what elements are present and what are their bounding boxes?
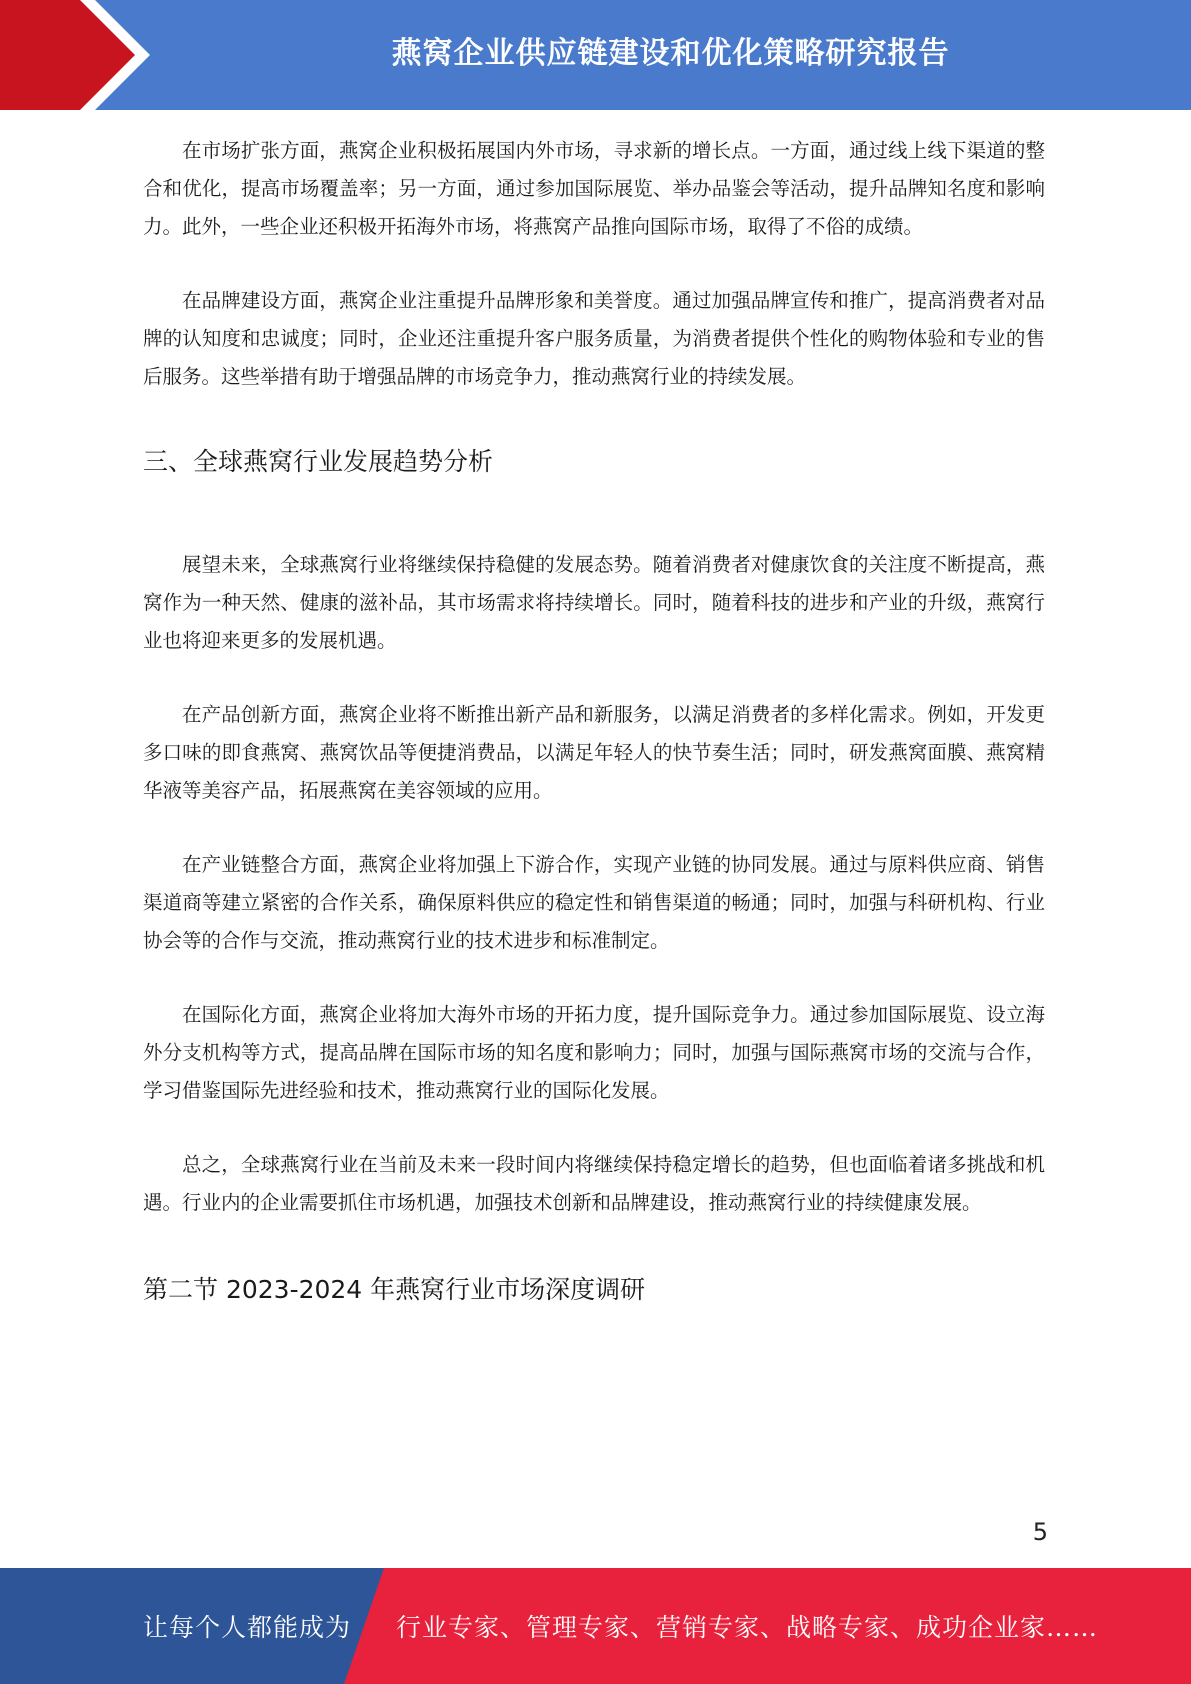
footer-slogan-left: 让每个人都能成为 (143, 1613, 352, 1642)
paragraph-outlook: 展望未来，全球燕窝行业将继续保持稳健的发展态势。随着消费者对健康饮食的关注度不断提高，燕窝作为一种天然、健康的滋补品，其市场需求将持续增长。同时，随着科技的进步和产业的升级，燕窝行业也将迎来更多的发展机遇。 (143, 553, 1045, 652)
subsection-heading: 第二节 2023-2024 年燕窝行业市场深度调研 (143, 1275, 646, 1304)
page-number: 5 (1032, 1518, 1048, 1546)
paragraph-summary: 总之，全球燕窝行业在当前及未来一段时间内将继续保持稳定增长的趋势，但也面临着诸多挑战和机遇。行业内的企业需要抓住市场机遇，加强技术创新和品牌建设，推动燕窝行业的持续健康发展。 (143, 1153, 1045, 1214)
page-header (0, 0, 1191, 110)
document-body (143, 132, 1045, 1306)
section-heading: 三、全球燕窝行业发展趋势分析 (143, 447, 494, 476)
report-title: 燕窝企业供应链建设和优化策略研究报告 (391, 36, 950, 71)
footer-slogan-right: 行业专家、管理专家、营销专家、战略专家、成功企业家…… (396, 1613, 1099, 1642)
paragraph-market-expansion: 在市场扩张方面，燕窝企业积极拓展国内外市场，寻求新的增长点。一方面，通过线上线下渠道的整合和优化，提高市场覆盖率；另一方面，通过参加国际展览、举办品鉴会等活动，提升品牌知名度和影响力。此外，一些企业还积极开拓海外市场，将燕窝产品推向国际市场，取得了不俗的成绩。 (143, 139, 1045, 238)
paragraph-internationalization: 在国际化方面，燕窝企业将加大海外市场的开拓力度，提升国际竞争力。通过参加国际展览、设立海外分支机构等方式，提高品牌在国际市场的知名度和影响力；同时，加强与国际燕窝市场的交流与合作，学习借鉴国际先进经验和技术，推动燕窝行业的国际化发展。 (143, 1003, 1045, 1102)
paragraph-industry-chain: 在产业链整合方面，燕窝企业将加强上下游合作，实现产业链的协同发展。通过与原料供应商、销售渠道商等建立紧密的合作关系，确保原料供应的稳定性和销售渠道的畅通；同时，加强与科研机构、行业协会等的合作与交流，推动燕窝行业的技术进步和标准制定。 (143, 853, 1045, 952)
paragraph-product-innovation: 在产品创新方面，燕窝企业将不断推出新产品和新服务，以满足消费者的多样化需求。例如，开发更多口味的即食燕窝、燕窝饮品等便捷消费品，以满足年轻人的快节奏生活；同时，研发燕窝面膜、燕窝精华液等美容产品，拓展燕窝在美容领域的应用。 (143, 703, 1045, 802)
paragraph-brand-building: 在品牌建设方面，燕窝企业注重提升品牌形象和美誉度。通过加强品牌宣传和推广，提高消费者对品牌的认知度和忠诚度；同时，企业还注重提升客户服务质量，为消费者提供个性化的购物体验和专业的售后服务。这些举措有助于增强品牌的市场竞争力，推动燕窝行业的持续发展。 (143, 289, 1045, 388)
page-footer (0, 1568, 1191, 1684)
